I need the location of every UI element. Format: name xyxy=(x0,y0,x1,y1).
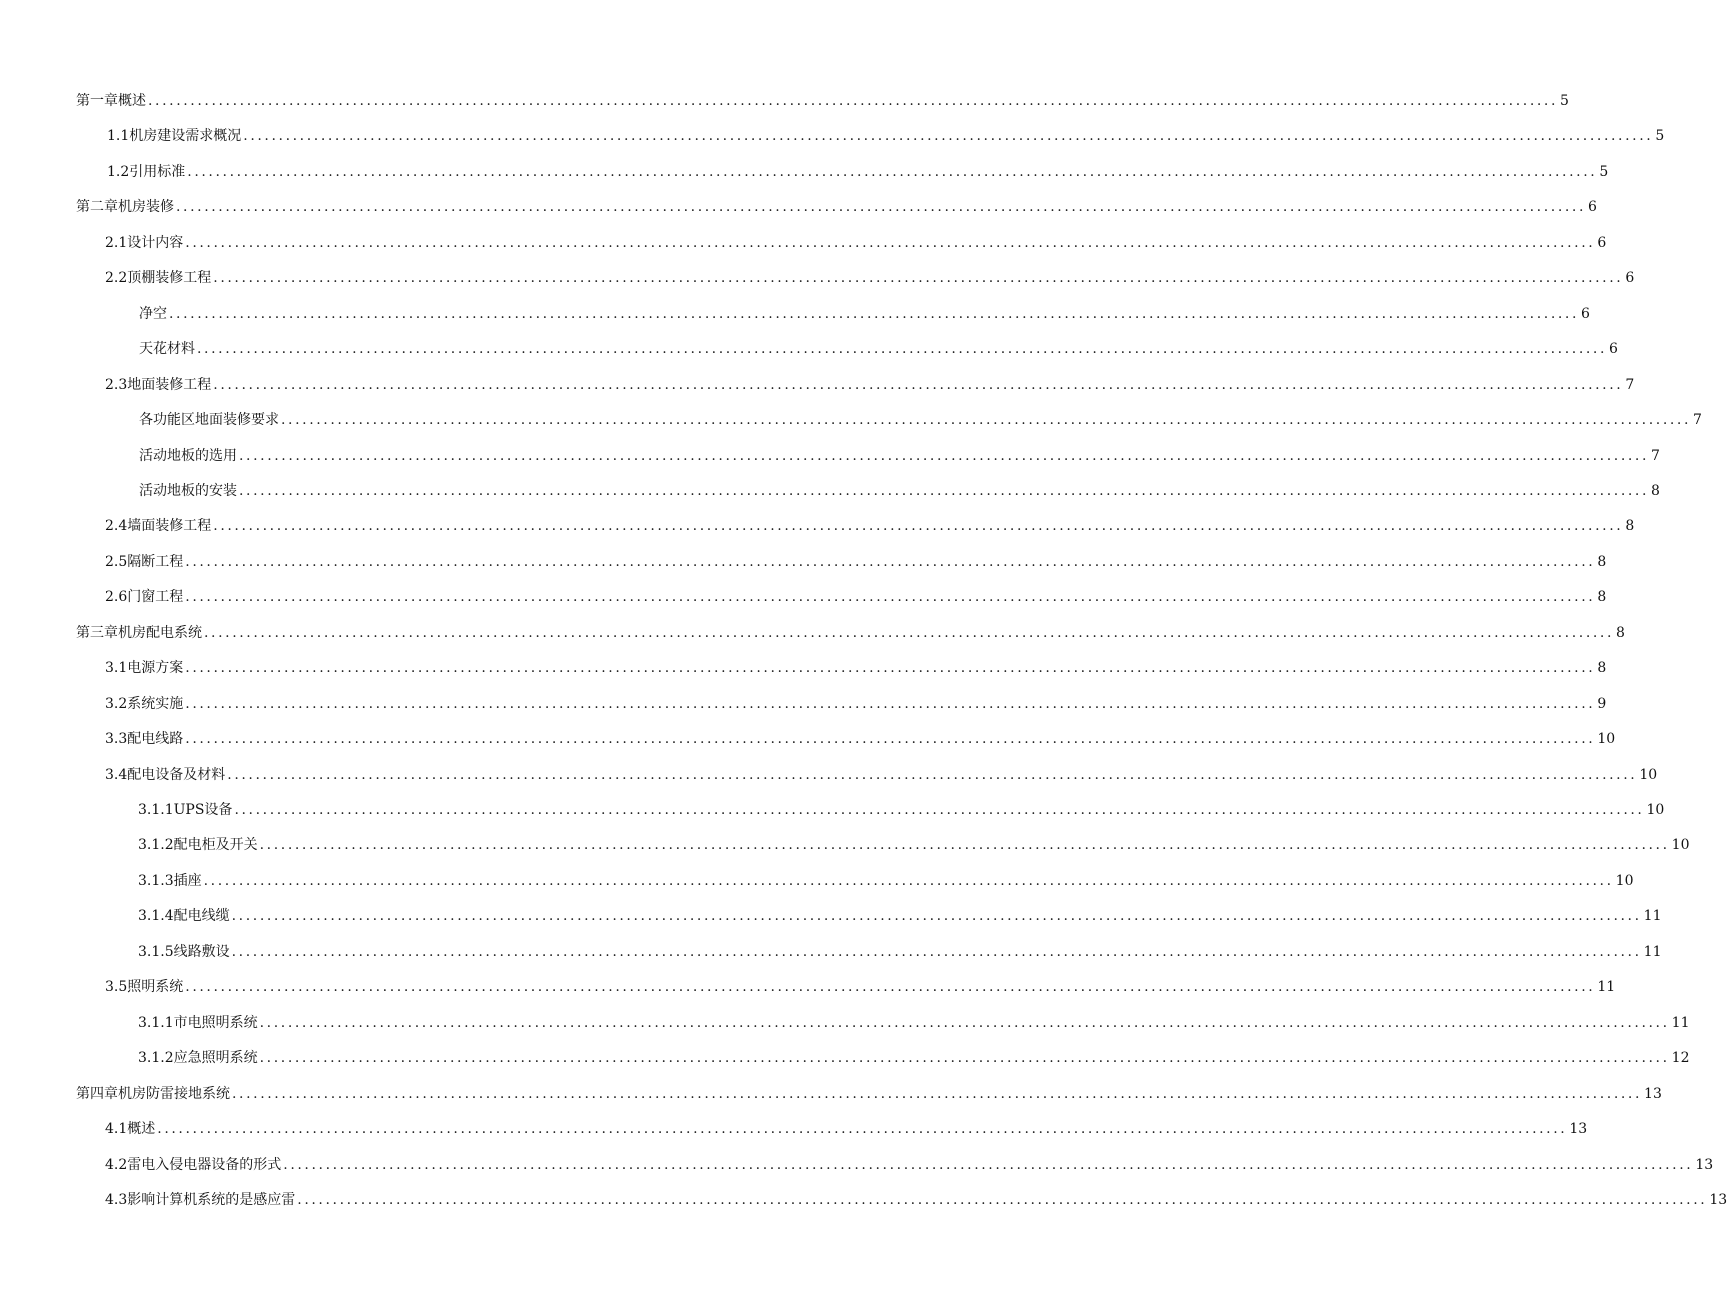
toc-entry-page-number: 8 xyxy=(1597,660,1607,677)
toc-row xyxy=(0,267,1635,291)
toc-row xyxy=(0,196,1597,220)
toc-row xyxy=(0,693,1607,717)
toc-row xyxy=(0,976,1616,1000)
toc-entry-page-number: 11 xyxy=(1643,943,1662,960)
toc-entry-number: 2. xyxy=(105,376,119,393)
toc-entry-number: 3.1.3 xyxy=(138,872,174,889)
dot-leader: ........................................................................................................................................................................................................ xyxy=(213,518,1624,535)
toc-row xyxy=(0,515,1635,539)
toc-row xyxy=(0,551,1607,575)
toc-entry-page-number: 10 xyxy=(1597,731,1616,748)
dot-leader: ........................................................................................................................................................................................................ xyxy=(231,943,1642,960)
toc-entry[interactable] xyxy=(105,657,1607,679)
dot-leader: ........................................................................................................................................................................................................ xyxy=(185,695,1596,712)
toc-entry-number: 2.4 xyxy=(105,518,128,535)
toc-entry-page-number: 10 xyxy=(1646,802,1665,818)
toc-entry-page-number: 11 xyxy=(1643,908,1662,925)
toc-entry-number: 2. xyxy=(105,553,119,570)
toc-entry-title: 机房建设需求概况 xyxy=(129,128,242,145)
toc-entry[interactable] xyxy=(139,338,1618,360)
toc-entry-page-number: 7 xyxy=(1651,447,1660,464)
toc-entry-title: 2雷电入侵电器设备的形式 xyxy=(118,1156,282,1173)
dot-leader: ........................................................................................................................................................................................................ xyxy=(176,199,1587,216)
toc-entry-title: 第二章机房装修 xyxy=(76,199,174,216)
toc-entry-title: 3配电线路 xyxy=(118,731,184,748)
toc-entry-number: 3. xyxy=(105,695,119,712)
toc-row xyxy=(0,1083,1662,1107)
toc-entry-page-number: 10 xyxy=(1671,837,1690,854)
toc-entry-title: 应急照明系统 xyxy=(173,1050,258,1067)
dot-leader: ........................................................................................................................................................................................................ xyxy=(187,163,1598,180)
dot-leader: ........................................................................................................................................................................................................ xyxy=(185,553,1596,570)
toc-entry-title: 活动地板的安装 xyxy=(139,482,237,499)
toc-row xyxy=(0,445,1660,469)
dot-leader: ........................................................................................................................................................................................................ xyxy=(213,270,1624,287)
toc-entry-page-number: 6 xyxy=(1609,341,1618,358)
toc-entry-page-number: 6 xyxy=(1581,305,1590,322)
toc-entry-number: 3. xyxy=(105,979,119,996)
toc-entry-title: 配电柜及开关 xyxy=(173,837,258,854)
dot-leader: ........................................................................................................................................................................................................ xyxy=(259,1050,1670,1067)
toc-entry-title: 3地面装修工程 xyxy=(118,376,212,393)
toc-entry-title: 各功能区地面装修要求 xyxy=(139,412,279,429)
toc-entry-page-number: 10 xyxy=(1639,766,1658,783)
toc-entry-title: 线路敷设 xyxy=(173,943,230,960)
toc-entry[interactable] xyxy=(139,480,1660,502)
toc-entry-number: 3. xyxy=(105,660,119,677)
toc-entry-page-number: 5 xyxy=(1599,163,1609,180)
toc-row xyxy=(0,586,1607,610)
toc-entry-page-number: 11 xyxy=(1597,979,1616,996)
dot-leader: ........................................................................................................................................................................................................ xyxy=(297,1191,1708,1208)
dot-leader: ........................................................................................................................................................................................................ xyxy=(213,376,1624,393)
toc-entry[interactable] xyxy=(76,90,1569,112)
toc-entry-number: 2. xyxy=(105,589,119,606)
toc-entry-page-number: 5 xyxy=(1655,128,1665,145)
dot-leader: ........................................................................................................................................................................................................ xyxy=(234,802,1645,818)
dot-leader: ........................................................................................................................................................................................................ xyxy=(283,1156,1694,1173)
dot-leader: ........................................................................................................................................................................................................ xyxy=(185,234,1596,251)
toc-entry[interactable] xyxy=(105,551,1607,573)
toc-row xyxy=(0,161,1609,185)
toc-entry-page-number: 5 xyxy=(1560,93,1569,109)
dot-leader: ........................................................................................................................................................................................................ xyxy=(203,872,1614,889)
toc-entry-title: 4配电设备及材料 xyxy=(118,766,226,783)
toc-entry-title: 1电源方案 xyxy=(118,660,184,677)
toc-row xyxy=(0,409,1702,433)
toc-entry[interactable] xyxy=(138,834,1690,856)
toc-entry[interactable] xyxy=(105,764,1658,786)
toc-entry-number: 4. xyxy=(105,1156,119,1173)
toc-entry[interactable] xyxy=(105,1189,1727,1211)
toc-entry[interactable] xyxy=(105,374,1635,396)
toc-entry-number: 4. xyxy=(105,1121,119,1138)
toc-entry-number: 3.1.2 xyxy=(138,1050,174,1067)
toc-entry-page-number: 6 xyxy=(1597,234,1607,251)
toc-row xyxy=(0,232,1607,256)
toc-entry-page-number: 12 xyxy=(1671,1050,1690,1067)
toc-row xyxy=(0,799,1665,823)
toc-entry-title: 净空 xyxy=(139,305,167,322)
toc-row xyxy=(0,1012,1690,1036)
toc-row xyxy=(0,1047,1690,1071)
toc-entry-page-number: 8 xyxy=(1597,553,1607,570)
toc-entry-title: 3影响计算机系统的是感应雷 xyxy=(118,1191,296,1208)
toc-entry[interactable] xyxy=(138,941,1662,963)
dot-leader: ........................................................................................................................................................................................................ xyxy=(185,660,1596,677)
toc-entry-title: 设计内容 xyxy=(127,234,184,251)
toc-entry[interactable] xyxy=(105,976,1616,998)
dot-leader: ........................................................................................................................................................................................................ xyxy=(231,908,1642,925)
toc-entry-number: 2. xyxy=(105,270,119,287)
toc-row xyxy=(0,374,1635,398)
toc-entry[interactable] xyxy=(105,586,1607,608)
dot-leader: ........................................................................................................................................................................................................ xyxy=(243,128,1654,145)
toc-row xyxy=(0,764,1658,788)
toc-entry-page-number: 13 xyxy=(1709,1191,1727,1208)
toc-entry-number: 1.1 xyxy=(107,128,130,145)
toc-entry[interactable] xyxy=(105,1154,1714,1176)
toc-entry-title: UPS设备 xyxy=(173,802,233,818)
dot-leader: ........................................................................................................................................................................................................ xyxy=(185,589,1596,606)
toc-entry-page-number: 10 xyxy=(1615,872,1634,889)
dot-leader: ........................................................................................................................................................................................................ xyxy=(239,482,1650,499)
toc-entry-number: 3.1.4 xyxy=(138,908,174,925)
toc-entry[interactable] xyxy=(107,125,1665,147)
toc-entry-page-number: 6 xyxy=(1588,199,1597,216)
dot-leader: ........................................................................................................................................................................................................ xyxy=(169,305,1580,322)
dot-leader: ........................................................................................................................................................................................................ xyxy=(148,93,1559,109)
toc-entry-page-number: 13 xyxy=(1695,1156,1714,1173)
toc-entry-title: 配电线缆 xyxy=(173,908,230,925)
toc-entry-page-number: 11 xyxy=(1671,1014,1690,1031)
toc-entry[interactable] xyxy=(76,1083,1662,1105)
toc-entry[interactable] xyxy=(105,1118,1588,1140)
toc-row xyxy=(0,941,1662,965)
toc-entry-title: 天花材料 xyxy=(139,341,195,358)
toc-entry[interactable] xyxy=(138,1012,1690,1034)
toc-entry-number: 3.1.2 xyxy=(138,837,174,854)
toc-entry-number: 3.1.1 xyxy=(138,802,174,818)
toc-entry[interactable] xyxy=(139,409,1702,431)
toc-row xyxy=(0,1118,1588,1142)
toc-entry[interactable] xyxy=(139,303,1590,325)
toc-entry[interactable] xyxy=(107,161,1609,183)
toc-entry[interactable] xyxy=(138,905,1662,927)
toc-entry[interactable] xyxy=(105,515,1635,537)
toc-entry-title: 1概述 xyxy=(118,1121,156,1138)
toc-entry-page-number: 8 xyxy=(1597,589,1607,606)
toc-entry-page-number: 8 xyxy=(1651,482,1660,499)
toc-entry-number: 4. xyxy=(105,1191,119,1208)
toc-entry[interactable] xyxy=(138,870,1634,892)
toc-entry-title: 5照明系统 xyxy=(118,979,184,996)
dot-leader: ........................................................................................................................................................................................................ xyxy=(204,624,1615,641)
dot-leader: ........................................................................................................................................................................................................ xyxy=(157,1121,1568,1138)
toc-row xyxy=(0,1189,1727,1213)
toc-entry-title: 第三章机房配电系统 xyxy=(76,624,202,641)
dot-leader: ........................................................................................................................................................................................................ xyxy=(232,1085,1643,1102)
toc-entry[interactable] xyxy=(105,267,1635,289)
toc-entry-page-number: 6 xyxy=(1625,270,1635,287)
dot-leader: ........................................................................................................................................................................................................ xyxy=(185,731,1596,748)
toc-entry-title: 2顶棚装修工程 xyxy=(118,270,212,287)
toc-entry-number: 1.2 xyxy=(107,163,130,180)
toc-entry-page-number: 13 xyxy=(1569,1121,1588,1138)
toc-entry[interactable] xyxy=(76,196,1597,218)
toc-row xyxy=(0,657,1607,681)
toc-entry-title: 引用标准 xyxy=(129,163,186,180)
toc-row xyxy=(0,338,1618,362)
toc-row xyxy=(0,90,1569,114)
toc-entry-title: 2系统实施 xyxy=(118,695,184,712)
toc-entry-title: 插座 xyxy=(173,872,202,889)
toc-entry[interactable] xyxy=(105,232,1607,254)
toc-row xyxy=(0,622,1625,646)
toc-row xyxy=(0,125,1665,149)
toc-row xyxy=(0,303,1590,327)
toc-entry[interactable] xyxy=(76,622,1625,644)
dot-leader: ........................................................................................................................................................................................................ xyxy=(227,766,1638,783)
toc-entry[interactable] xyxy=(138,1047,1690,1069)
dot-leader: ........................................................................................................................................................................................................ xyxy=(259,1014,1670,1031)
toc-entry-number: 3. xyxy=(105,766,119,783)
toc-entry-page-number: 13 xyxy=(1644,1085,1662,1102)
toc-entry-page-number: 8 xyxy=(1625,518,1635,535)
toc-row xyxy=(0,1154,1714,1178)
dot-leader: ........................................................................................................................................................................................................ xyxy=(197,341,1608,358)
toc-row xyxy=(0,834,1690,858)
toc-entry-title: 活动地板的选用 xyxy=(139,447,237,464)
dot-leader: ........................................................................................................................................................................................................ xyxy=(185,979,1596,996)
toc-entry-number: 3. xyxy=(105,731,119,748)
toc-row xyxy=(0,905,1662,929)
toc-row xyxy=(0,728,1616,752)
dot-leader: ........................................................................................................................................................................................................ xyxy=(259,837,1670,854)
toc-entry-page-number: 7 xyxy=(1693,412,1702,429)
toc-row xyxy=(0,870,1634,894)
toc-entry-title: 市电照明系统 xyxy=(173,1014,258,1031)
toc-entry-title: 第四章机房防雷接地系统 xyxy=(76,1085,230,1102)
dot-leader: ........................................................................................................................................................................................................ xyxy=(281,412,1692,429)
toc-entry-title: 墙面装修工程 xyxy=(127,518,212,535)
toc-row xyxy=(0,480,1660,504)
toc-entry-page-number: 9 xyxy=(1597,695,1607,712)
toc-entry[interactable] xyxy=(105,693,1607,715)
toc-entry-number: 3.1.1 xyxy=(138,1014,174,1031)
dot-leader: ........................................................................................................................................................................................................ xyxy=(239,447,1650,464)
toc-entry-title: 5隔断工程 xyxy=(118,553,184,570)
toc-entry-title: 6门窗工程 xyxy=(118,589,184,606)
toc-entry-number: 2.1 xyxy=(105,234,128,251)
toc-entry[interactable] xyxy=(138,799,1665,821)
toc-entry-page-number: 8 xyxy=(1616,624,1625,641)
toc-entry[interactable] xyxy=(105,728,1616,750)
toc-entry-title: 第一章概述 xyxy=(76,93,146,109)
toc-entry[interactable] xyxy=(139,445,1660,467)
toc-entry-page-number: 7 xyxy=(1625,376,1635,393)
toc-entry-number: 3.1.5 xyxy=(138,943,174,960)
